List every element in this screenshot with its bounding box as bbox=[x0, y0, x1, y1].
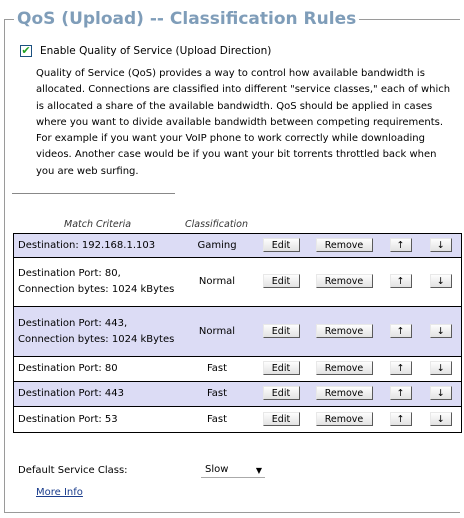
rule-classification: Gaming bbox=[180, 234, 255, 258]
move-up-cell bbox=[381, 407, 421, 433]
edit-cell bbox=[255, 382, 308, 407]
table-row bbox=[14, 234, 462, 258]
rule-match-criteria: Destination Port: 53 bbox=[14, 407, 180, 433]
move-up-cell bbox=[381, 258, 421, 307]
arrow-up-icon[interactable]: ↑ bbox=[390, 361, 412, 375]
rule-match-criteria: Destination: 192.168.1.103 bbox=[14, 234, 180, 258]
more-info-link[interactable]: More Info bbox=[36, 487, 83, 498]
move-down-cell bbox=[421, 357, 462, 382]
enable-qos-checkbox[interactable]: ✔ bbox=[21, 44, 31, 57]
move-up-cell bbox=[381, 307, 421, 357]
enable-qos-row bbox=[20, 43, 271, 59]
arrow-down-icon[interactable]: ↓ bbox=[430, 274, 452, 288]
edit-cell bbox=[255, 407, 308, 433]
remove-button[interactable]: Remove bbox=[316, 386, 373, 400]
default-service-class-label: Default Service Class: bbox=[18, 465, 128, 476]
move-up-cell bbox=[381, 234, 421, 258]
arrow-up-icon[interactable]: ↑ bbox=[390, 386, 412, 400]
rule-classification: Fast bbox=[180, 357, 255, 382]
remove-button[interactable]: Remove bbox=[316, 274, 373, 288]
enable-qos-label: Enable Quality of Service (Upload Direction) bbox=[40, 45, 272, 57]
table-row bbox=[14, 382, 462, 407]
default-service-class-select[interactable] bbox=[201, 463, 265, 478]
remove-button[interactable]: Remove bbox=[316, 238, 373, 252]
rule-match-criteria: Destination Port: 80, Connection bytes: 1024 kBytes bbox=[14, 258, 180, 307]
edit-cell bbox=[255, 234, 308, 258]
match-criteria-header: Match Criteria bbox=[64, 219, 132, 230]
qos-description: Quality of Service (QoS) provides a way to control how available bandwidth is allocated. Connections are classified into different "service classes," each of which is allocated a share of the available bandwidth. QoS should be applied in cases where you want to divide available bandwidth between competing requirements. For example if you want your VoIP phone to work correctly while downloading videos. Another case would be if you want your bit torrents throttled back when you are web surfing. bbox=[36, 68, 451, 177]
rule-classification: Fast bbox=[180, 382, 255, 407]
edit-button[interactable]: Edit bbox=[263, 324, 300, 338]
rule-classification: Fast bbox=[180, 407, 255, 433]
rule-match-criteria: Destination Port: 443, Connection bytes: 1024 kBytes bbox=[14, 307, 180, 357]
rule-match-criteria: Destination Port: 80 bbox=[14, 357, 180, 382]
arrow-down-icon[interactable]: ↓ bbox=[430, 412, 452, 426]
remove-button[interactable]: Remove bbox=[316, 412, 373, 426]
arrow-down-icon[interactable]: ↓ bbox=[430, 324, 452, 338]
table-row bbox=[14, 258, 462, 307]
remove-cell bbox=[308, 407, 381, 433]
arrow-up-icon[interactable]: ↑ bbox=[390, 274, 412, 288]
rule-classification: Normal bbox=[180, 307, 255, 357]
remove-cell bbox=[308, 258, 381, 307]
remove-cell bbox=[308, 357, 381, 382]
table-row bbox=[14, 407, 462, 433]
arrow-up-icon[interactable]: ↑ bbox=[390, 324, 412, 338]
separator-line bbox=[12, 193, 175, 194]
table-row bbox=[14, 357, 462, 382]
classification-rules-table bbox=[13, 233, 462, 433]
table-row bbox=[14, 307, 462, 357]
move-down-cell bbox=[421, 382, 462, 407]
edit-cell bbox=[255, 258, 308, 307]
arrow-up-icon[interactable]: ↑ bbox=[390, 238, 412, 252]
rule-classification: Normal bbox=[180, 258, 255, 307]
chevron-down-icon: ▼ bbox=[255, 466, 262, 475]
page-title: QoS (Upload) -- Classification Rules bbox=[14, 8, 359, 30]
move-down-cell bbox=[421, 234, 462, 258]
arrow-down-icon[interactable]: ↓ bbox=[430, 386, 452, 400]
edit-button[interactable]: Edit bbox=[263, 412, 300, 426]
edit-button[interactable]: Edit bbox=[263, 274, 300, 288]
edit-button[interactable]: Edit bbox=[263, 386, 300, 400]
remove-cell bbox=[308, 234, 381, 258]
edit-button[interactable]: Edit bbox=[263, 238, 300, 252]
move-up-cell bbox=[381, 382, 421, 407]
remove-button[interactable]: Remove bbox=[316, 324, 373, 338]
rule-match-criteria: Destination Port: 443 bbox=[14, 382, 180, 407]
edit-cell bbox=[255, 307, 308, 357]
remove-cell bbox=[308, 382, 381, 407]
move-down-cell bbox=[421, 258, 462, 307]
move-down-cell bbox=[421, 407, 462, 433]
remove-button[interactable]: Remove bbox=[316, 361, 373, 375]
edit-button[interactable]: Edit bbox=[263, 361, 300, 375]
move-up-cell bbox=[381, 357, 421, 382]
arrow-up-icon[interactable]: ↑ bbox=[390, 412, 412, 426]
remove-cell bbox=[308, 307, 381, 357]
classification-header: Classification bbox=[185, 219, 249, 230]
edit-cell bbox=[255, 357, 308, 382]
move-down-cell bbox=[421, 307, 462, 357]
default-service-class-value: Slow bbox=[205, 464, 229, 475]
arrow-down-icon[interactable]: ↓ bbox=[430, 238, 452, 252]
arrow-down-icon[interactable]: ↓ bbox=[430, 361, 452, 375]
